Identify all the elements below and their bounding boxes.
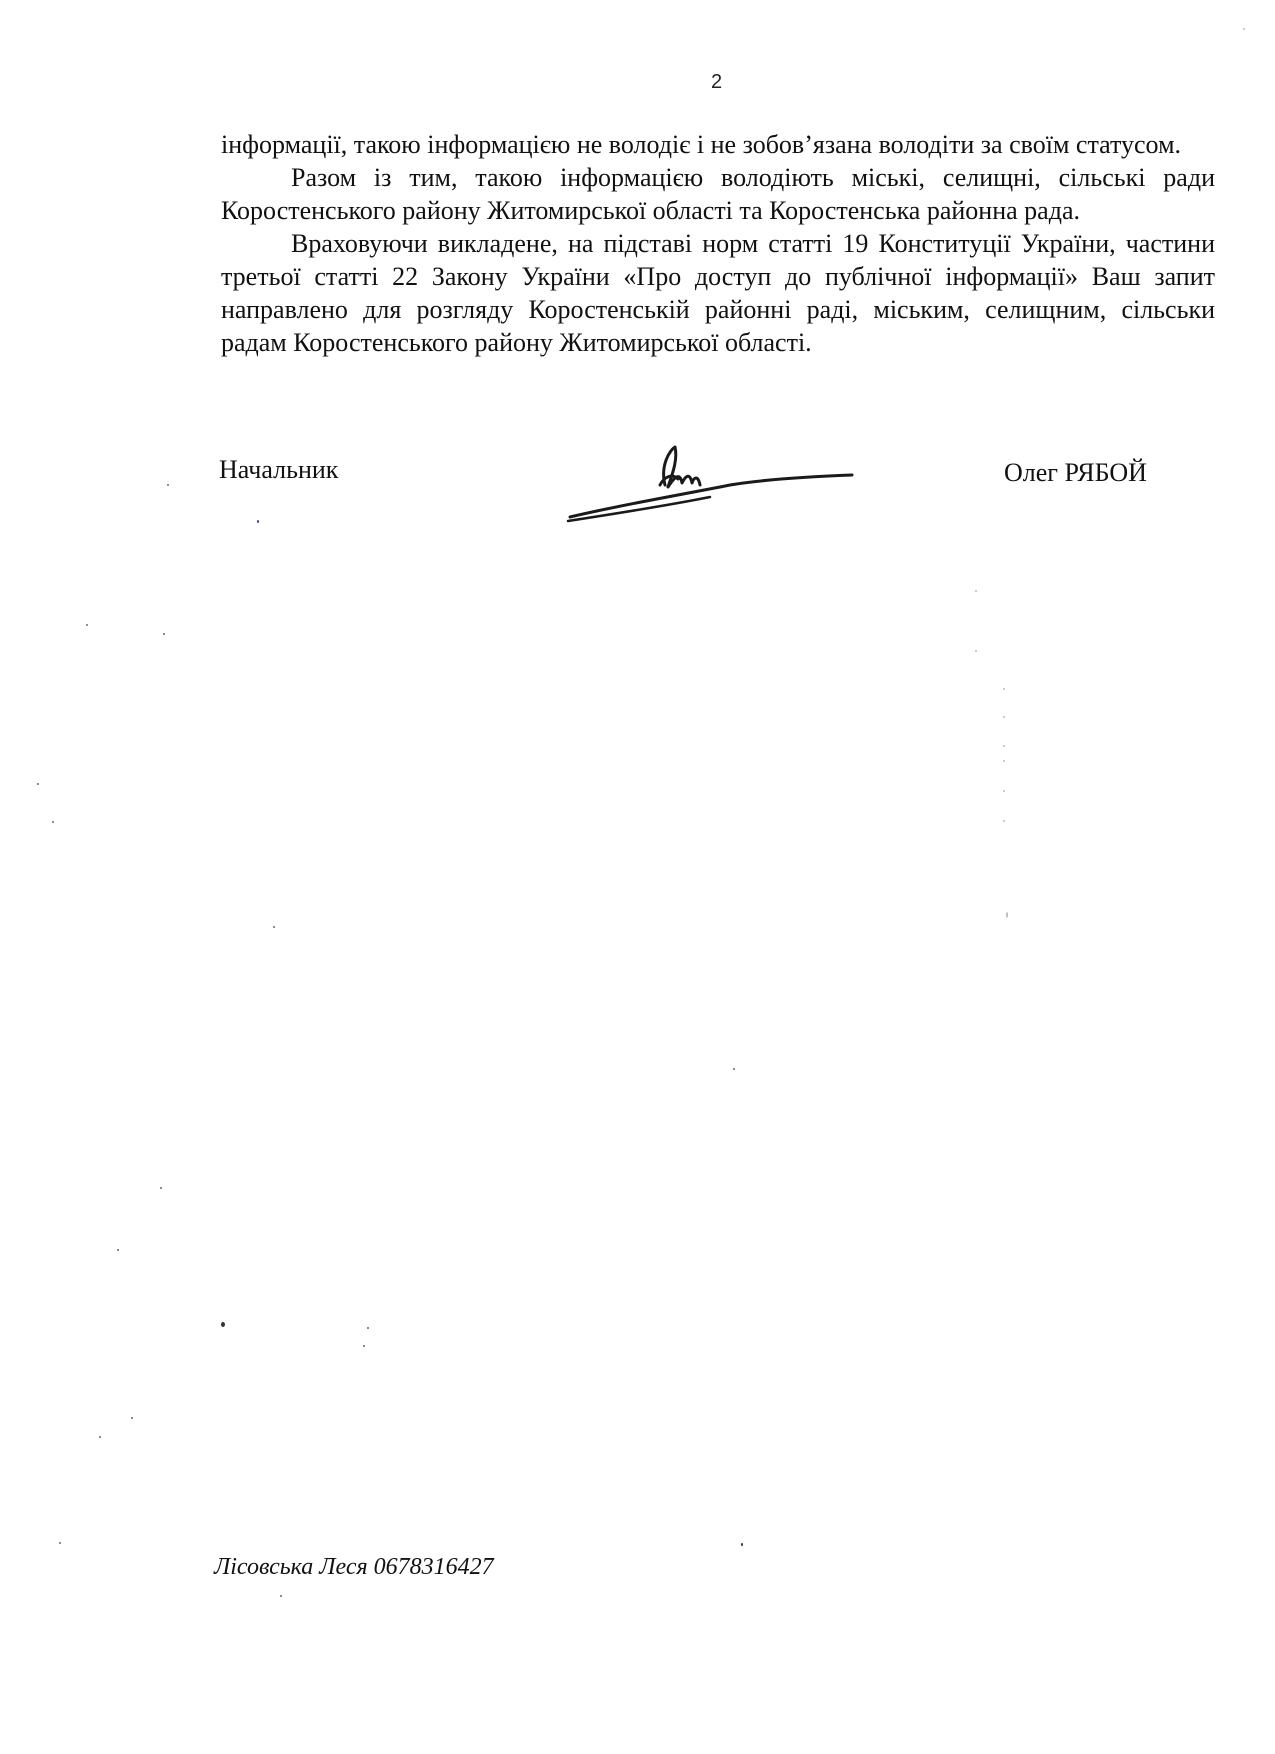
scan-speck	[363, 1345, 365, 1347]
scan-speck	[1003, 760, 1005, 762]
scan-speck	[273, 926, 275, 928]
scan-speck	[86, 624, 88, 626]
paragraph-1: інформації, такою інформацією не володіє і не зобов’язана володіти за своїм статусом.	[221, 130, 1182, 159]
scan-speck	[37, 783, 39, 785]
scan-speck	[163, 633, 165, 635]
paragraph-3: Враховуючи викладене, на підставі норм статті 19 Конституції України, частини третьої статті 22 Закону України «Про доступ до публічної інформації» Ваш запит направлено для розгляду Коростенській районні раді, міським, селищним, сільськи радам Коростенського району Житомирської області.	[221, 229, 1215, 357]
scan-speck	[1003, 820, 1005, 822]
signatory-name: Олег РЯБОЙ	[1004, 458, 1147, 487]
contact-line: Лісовська Леся 0678316427	[214, 1554, 494, 1580]
scan-speck	[975, 650, 977, 652]
scan-speck	[131, 1417, 133, 1419]
scan-speck	[160, 1187, 162, 1189]
scan-speck	[1243, 28, 1245, 30]
handwritten-signature	[560, 435, 860, 535]
scan-speck	[99, 1436, 101, 1438]
scan-speck	[167, 484, 169, 486]
scan-speck	[280, 1595, 282, 1597]
scan-speck	[1006, 912, 1008, 918]
scan-speck	[117, 1249, 119, 1251]
signature-block	[0, 455, 1275, 545]
letter-body	[221, 128, 1215, 359]
scan-speck	[221, 1322, 225, 1327]
paragraph-2: Разом із тим, такою інформацією володіють міські, селищні, сільські ради Коростенського району Житомирської області та Коростенська районна рада.	[221, 163, 1215, 225]
scan-speck	[741, 1543, 743, 1546]
scan-speck	[975, 590, 977, 592]
scan-speck	[52, 821, 54, 823]
signatory-title: Начальник	[219, 455, 339, 484]
scan-speck	[1003, 688, 1005, 690]
scan-speck	[733, 1068, 735, 1070]
scan-speck	[257, 520, 259, 523]
page-number: 2	[710, 71, 723, 93]
scan-speck	[1003, 790, 1005, 792]
scan-speck	[1003, 716, 1005, 718]
scan-speck	[1003, 745, 1005, 747]
scan-speck	[59, 1542, 61, 1544]
scan-speck	[367, 1327, 369, 1329]
